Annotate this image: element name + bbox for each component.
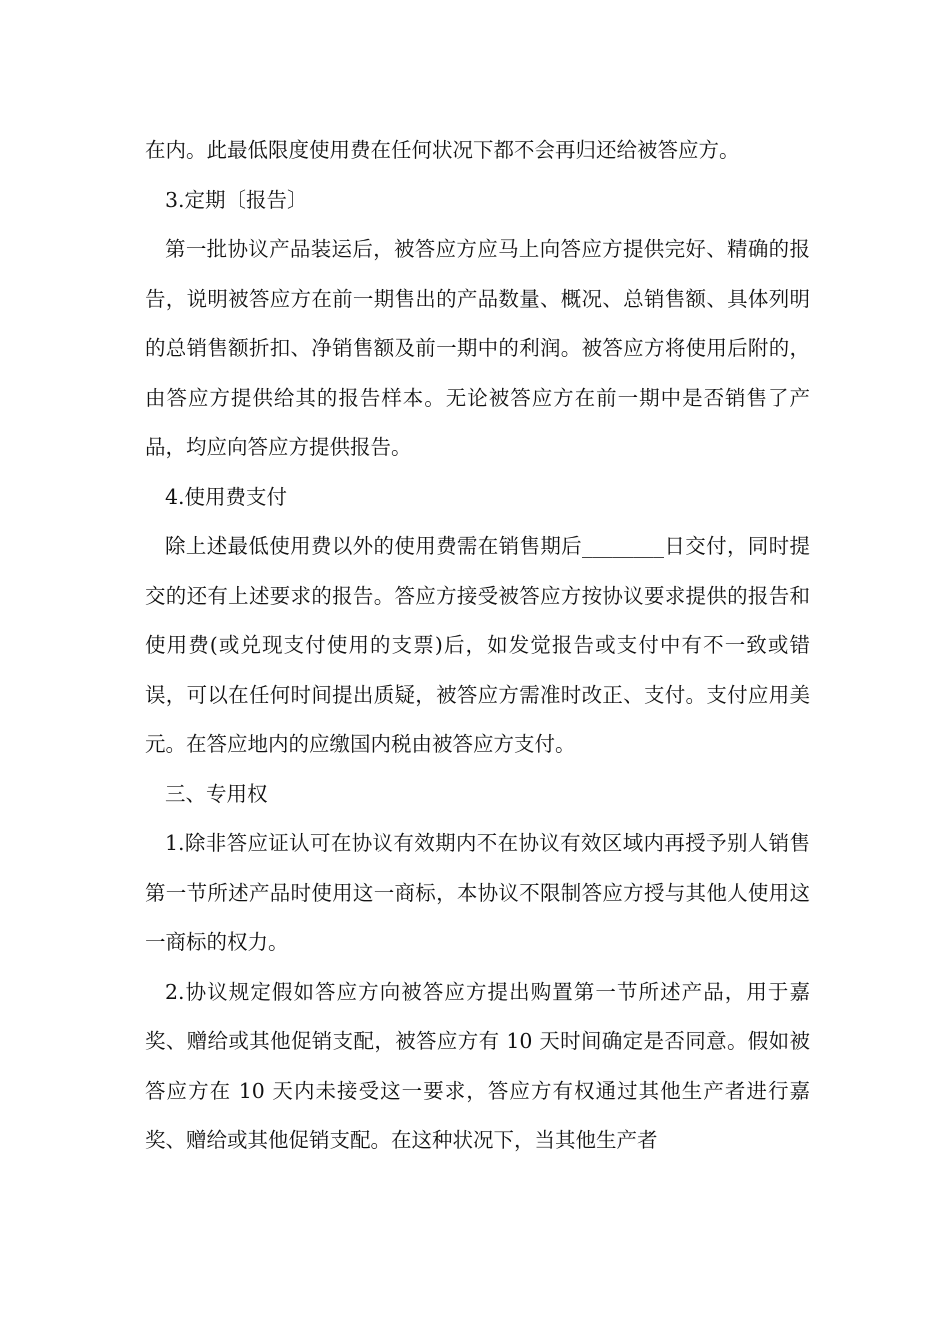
paragraph-report-requirements: 第一批协议产品装运后，被答应方应马上向答应方提供完好、精确的报告，说明被答应方在前一期售出的产品数量、概况、总销售额、具体列明的总销售额折扣、净销售额及前一期中的利润。被答应方将使用后附的，由答应方提供给其的报告样本。无论被答应方在前一期中是否销售了产品，均应向答应方提供报告。: [145, 237, 810, 459]
section-heading-royalty-payment: 4.使用费支付: [165, 484, 288, 509]
document-body: [145, 126, 810, 1166]
paragraph-exclusive-rights-2: 2.协议规定假如答应方向被答应方提出购置第一节所述产品，用于嘉奖、赠给或其他促销支配，被答应方有 10 天时间确定是否同意。假如被答应方在 10 天内未接受这一要求，答应方有权通过其他生产者进行嘉奖、赠给或其他促销支配。在这种状况下，当其他生产者: [145, 979, 810, 1152]
paragraph-exclusive-rights-1: 1.除非答应证认可在协议有效期内不在协议有效区域内再授予别人销售第一节所述产品时使用这一商标，本协议不限制答应方授与其他人使用这一商标的权力。: [145, 831, 810, 954]
paragraph-payment-terms: 除上述最低使用费以外的使用费需在销售期后________日交付，同时提交的还有上述要求的报告。答应方接受被答应方按协议要求提供的报告和使用费(或兑现支付使用的支票)后，如发觉报告或支付中有不一致或错误，可以在任何时间提出质疑，被答应方需准时改正、支付。支付应用美元。在答应地内的应缴国内税由被答应方支付。: [145, 534, 810, 756]
paragraph-continuation: 在内。此最低限度使用费在任何状况下都不会再归还给被答应方。: [145, 138, 740, 162]
section-heading-exclusive-rights: 三、专用权: [165, 781, 268, 806]
section-heading-periodic-report: 3.定期〔报告〕: [165, 187, 308, 212]
